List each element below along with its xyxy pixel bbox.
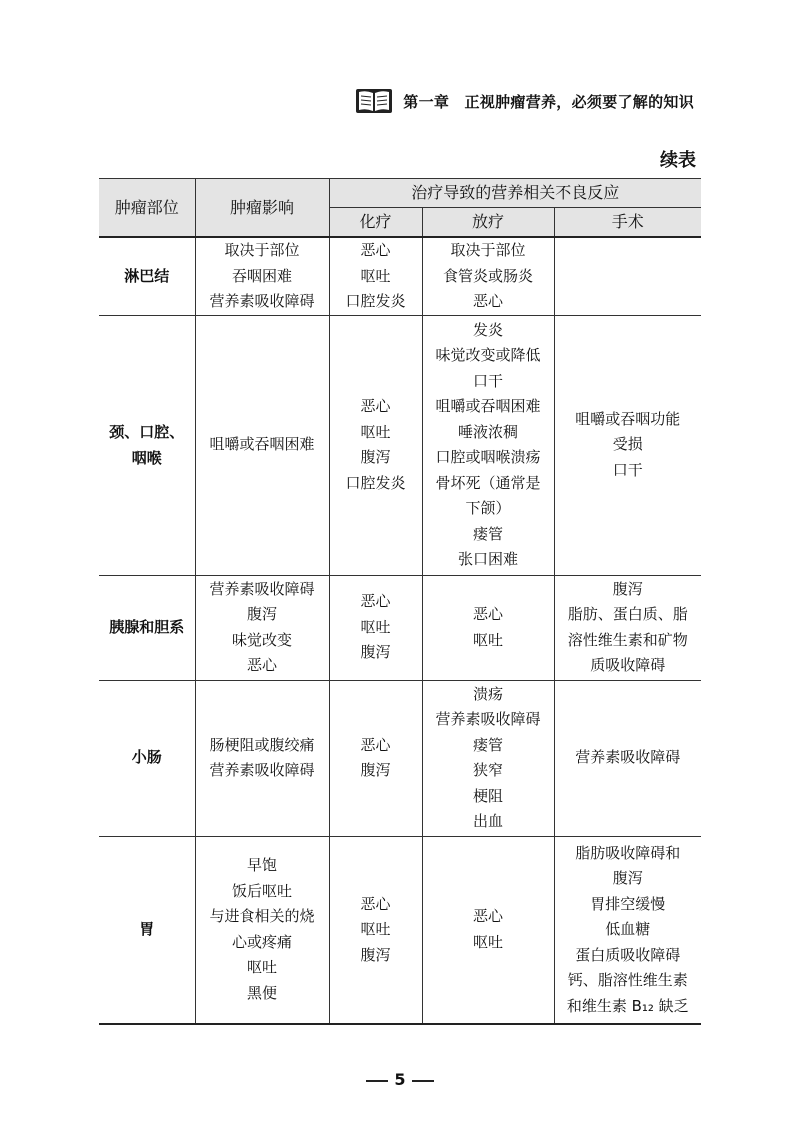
cell-line: 恶心	[472, 605, 503, 623]
cell-line: 呕吐	[246, 958, 277, 977]
continued-label: 续表	[660, 150, 696, 171]
cell-line: 取决于部位	[450, 241, 526, 259]
cell-radio	[422, 680, 554, 836]
cell-line: 呕吐	[472, 932, 503, 951]
cell-line: 咀嚼或吞咽困难	[209, 435, 315, 454]
cell-line: 呕吐	[360, 266, 391, 285]
cell-line: 营养素吸收障碍	[435, 710, 541, 728]
page-number: 5	[394, 1070, 406, 1089]
cell-line: 骨坏死（通常是	[435, 473, 541, 492]
cell-line: 呕吐	[360, 422, 391, 441]
cell-radio	[422, 836, 554, 1024]
nutrition-table	[99, 178, 701, 1025]
cell-line: 瘘管	[472, 735, 503, 754]
cell-line: 咀嚼或吞咽功能	[575, 409, 681, 428]
cell-surgery	[554, 680, 701, 836]
cell-line: 口腔发炎	[345, 473, 406, 492]
cell-line: 腹泻	[360, 643, 391, 662]
cell-line: 呕吐	[360, 617, 391, 636]
cell-line: 腹泻	[360, 448, 391, 466]
table-body	[99, 237, 701, 1024]
cell-line: 低血糖	[605, 920, 651, 938]
cell-line: 狭窄	[472, 761, 503, 779]
cell-site: 淋巴结	[99, 237, 195, 315]
cell-line: 饭后呕吐	[231, 881, 292, 900]
cell-line: 梗阻	[472, 786, 503, 805]
header-effect: 肿瘤影响	[195, 179, 329, 238]
cell-line: 恶心	[360, 397, 391, 415]
book-icon	[355, 86, 393, 116]
header-chemo: 化疗	[329, 208, 422, 238]
cell-line: 腹泻	[612, 579, 643, 598]
cell-line: 钙、脂溶性维生素	[567, 971, 688, 989]
cell-line: 腹泻	[612, 869, 643, 887]
cell-line: 受损	[612, 435, 643, 454]
cell-effect	[195, 836, 329, 1024]
cell-line: 恶心	[360, 735, 391, 754]
cell-site: 颈、口腔、咽喉	[99, 315, 195, 575]
cell-effect	[195, 237, 329, 315]
cell-line: 口腔或咽喉溃疡	[435, 448, 541, 466]
footer-dash-left	[366, 1080, 388, 1082]
cell-chemo	[329, 315, 422, 575]
footer-dash-right	[412, 1080, 434, 1082]
cell-chemo	[329, 575, 422, 680]
cell-line: 咀嚼或吞咽困难	[435, 397, 541, 415]
cell-line: 心或疼痛	[231, 932, 292, 951]
cell-line: 下颌）	[465, 499, 511, 517]
cell-line: 营养素吸收障碍	[209, 292, 315, 310]
cell-effect	[195, 315, 329, 575]
cell-site: 小肠	[99, 680, 195, 836]
cell-chemo	[329, 836, 422, 1024]
table-row	[99, 237, 701, 315]
page-header	[355, 84, 694, 118]
cell-surgery	[554, 315, 701, 575]
cell-line: 出血	[472, 812, 503, 830]
header-radio: 放疗	[422, 208, 554, 238]
chapter-title: 第一章 正视肿瘤营养，必须要了解的知识	[403, 92, 694, 111]
cell-line: 腹泻	[360, 945, 391, 964]
cell-line: 食管炎或肠炎	[442, 266, 533, 285]
cell-line: 唾液浓稠	[457, 422, 518, 441]
cell-line: 营养素吸收障碍	[575, 748, 681, 767]
cell-line: 质吸收障碍	[590, 656, 666, 674]
cell-line: 张口困难	[457, 550, 518, 568]
cell-line: 胃排空缓慢	[590, 894, 666, 913]
table-row	[99, 680, 701, 836]
cell-line: 味觉改变或降低	[435, 346, 541, 364]
cell-effect	[195, 575, 329, 680]
table-row	[99, 315, 701, 575]
table-row	[99, 836, 701, 1024]
cell-line: 腹泻	[360, 761, 391, 779]
cell-line: 脂肪、蛋白质、脂	[567, 605, 688, 623]
cell-radio	[422, 315, 554, 575]
cell-line: 恶心	[246, 656, 277, 674]
cell-line: 早饱	[246, 856, 277, 875]
cell-surgery	[554, 836, 701, 1024]
cell-line: 与进食相关的烧	[209, 907, 315, 926]
cell-line: 溃疡	[472, 684, 503, 703]
cell-radio	[422, 575, 554, 680]
table-row	[99, 575, 701, 680]
cell-line: 恶心	[360, 241, 391, 259]
cell-line: 营养素吸收障碍	[209, 579, 315, 598]
cell-line: 腹泻	[246, 605, 277, 623]
cell-chemo	[329, 237, 422, 315]
cell-site: 胃	[99, 836, 195, 1024]
cell-line: 呕吐	[472, 630, 503, 649]
cell-line: 黑便	[246, 983, 277, 1002]
cell-line: 口干	[472, 371, 503, 390]
cell-surgery	[554, 237, 701, 315]
cell-line: 恶心	[360, 592, 391, 611]
cell-line: 脂肪吸收障碍和	[575, 843, 681, 862]
cell-line: 恶心	[360, 894, 391, 913]
cell-line: 吞咽困难	[231, 266, 292, 285]
header-treatment-group: 治疗导致的营养相关不良反应	[329, 179, 701, 208]
cell-effect	[195, 680, 329, 836]
cell-line: 蛋白质吸收障碍	[575, 945, 681, 964]
cell-line: 发炎	[472, 320, 503, 339]
cell-line: 味觉改变	[231, 630, 292, 649]
cell-line: 取决于部位	[224, 241, 300, 259]
cell-line: 呕吐	[360, 920, 391, 938]
cell-line: 溶性维生素和矿物	[567, 630, 688, 649]
cell-line: 恶心	[472, 907, 503, 926]
cell-line: 口干	[612, 460, 643, 479]
cell-line: 和维生素 B₁₂ 缺乏	[566, 996, 689, 1015]
cell-radio	[422, 237, 554, 315]
header-site: 肿瘤部位	[99, 179, 195, 238]
page-footer	[0, 1070, 800, 1089]
cell-surgery	[554, 575, 701, 680]
cell-line: 瘘管	[472, 524, 503, 543]
cell-line: 恶心	[472, 292, 503, 310]
cell-line: 口腔发炎	[345, 292, 406, 310]
cell-chemo	[329, 680, 422, 836]
cell-site: 胰腺和胆系	[99, 575, 195, 680]
cell-line: 营养素吸收障碍	[209, 761, 315, 779]
cell-line: 肠梗阻或腹绞痛	[209, 735, 315, 754]
header-surgery: 手术	[554, 208, 701, 238]
